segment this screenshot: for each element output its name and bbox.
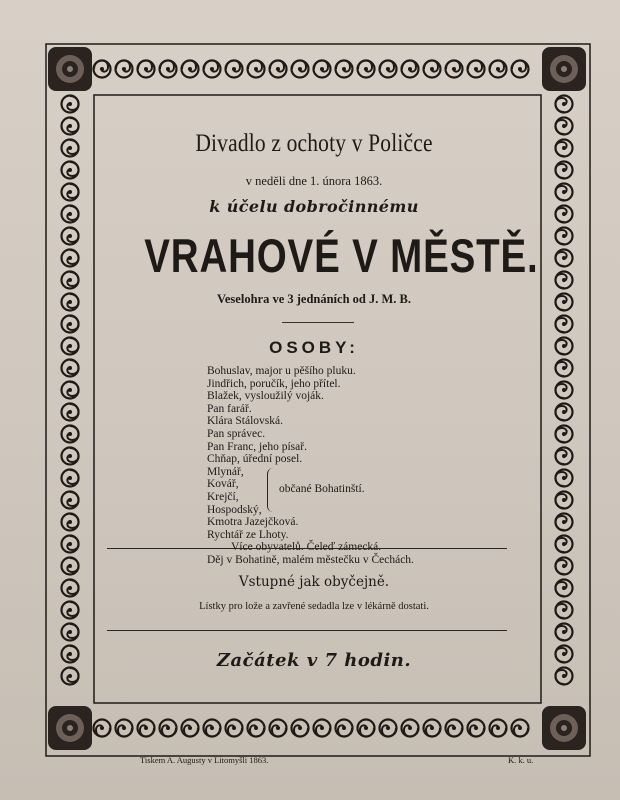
admission-line: Vstupné jak obyčejně.: [238, 574, 390, 590]
printer-imprint: Tiskem A. Augusty v Litomyšli 1863.: [140, 755, 269, 765]
play-title: VRAHOVÉ V MĚSTĚ.: [144, 229, 539, 282]
cast-group: [207, 466, 414, 516]
cast-item: Kmotra Jazejčková.: [207, 516, 299, 529]
play-subtitle: Veselohra ve 3 jednáních od J. M. B.: [217, 292, 411, 306]
cast-group-member: Krejčí,: [207, 490, 239, 503]
cast-group-label: občané Bohatinští.: [279, 482, 365, 495]
cast-group-member: Hospodský,: [207, 503, 262, 516]
cast-item: Pan farář.: [207, 402, 252, 415]
censor-mark: K. k. u.: [508, 755, 534, 765]
divider-rule: [107, 630, 507, 631]
cast-item: Jindřich, poručík, jeho přítel.: [207, 377, 341, 390]
setting-line: Děj v Bohatině, malém městečku v Čechách.: [207, 553, 414, 566]
cast-group-member: Mlynář,: [207, 465, 244, 478]
cast-item: Rychtář ze Lhoty.: [207, 528, 289, 541]
cast-item: Bohuslav, major u pěšího pluku.: [207, 365, 356, 377]
cast-heading: OSOBY:: [269, 338, 359, 357]
theatre-title: Divadlo z ochoty v Poličce: [195, 130, 433, 157]
poster-content: [107, 112, 539, 692]
cast-item: Pan správec.: [207, 427, 266, 440]
brace: [267, 468, 274, 512]
cast-list: [207, 365, 414, 567]
cast-group-member: Kovář,: [207, 478, 239, 491]
cast-item: Pan Franc, jeho písař.: [207, 440, 307, 453]
short-divider: [282, 322, 354, 323]
start-time-line: Začátek v 7 hodin.: [216, 650, 412, 671]
divider-rule: [107, 548, 507, 549]
tickets-line: Lístky pro lože a zavřené sedadla lze v lékárně dostati.: [199, 601, 429, 612]
purpose-line: k účelu dobročinnému: [209, 197, 419, 216]
date-line: v neděli dne 1. února 1863.: [245, 174, 383, 188]
cast-item: Chňap, úřední posel.: [207, 453, 303, 466]
cast-item: Blažek, vysloužilý voják.: [207, 390, 324, 403]
cast-item: Klára Stálovská.: [207, 415, 284, 428]
